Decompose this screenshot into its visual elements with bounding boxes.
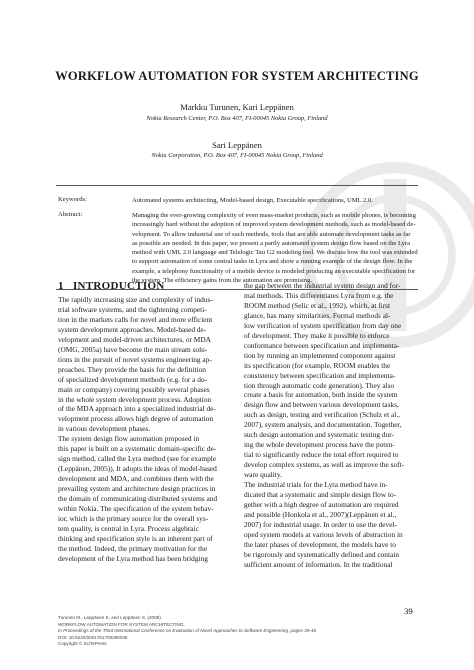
paper-title: WORKFLOW AUTOMATION FOR SYSTEM ARCHITECTING [55,69,419,83]
section-number: 1 [58,280,64,292]
body-line: of the MDA approach into a specialized industrial de- [58,404,216,414]
body-line: (OMG, 2005a) have become the main stream solu- [58,344,208,354]
footer-line: Copyright © SciTePress [58,641,107,647]
body-line: thinking and specification style is an inherent part of [58,533,213,543]
footer-line: In Proceedings of the Third International Conference on Evaluation of Novel Approaches to Software Engineering, pages 39-46 [58,628,317,634]
body-line: of development. They make it possible to enforce [244,330,390,340]
left-column [58,295,233,564]
body-line: and possible (Honkola et al., 2007)(Leppänen et al., [244,509,397,519]
author-line-1: Markku Turunen, Kari Leppänen [180,102,294,112]
body-line: prevailing system and architecture design practices in [58,484,216,494]
body-line: tion by running an implemented component against [244,350,396,360]
section-title: INTRODUCTION [72,280,165,292]
body-line: of specialized development methods (e.g. for a do- [58,374,208,384]
body-line: this paper is built on a systematic domain-specific de- [58,444,217,454]
author-line-2: Sari Leppänen [212,140,262,150]
body-line: develop complex systems, as well as improve the soft- [244,460,405,470]
body-line: dicated that a systematic and simple design flow to- [244,490,397,500]
body-line: in various development phases. [58,424,151,434]
right-column [244,281,420,570]
body-line: the later phases of development, the models have to [244,539,396,549]
section-heading [58,280,165,292]
body-line: The industrial trials for the Lyra method have in- [244,480,388,490]
body-line: tion in the markets calls for novel and more efficient [58,314,213,324]
body-line: consistency between specification and implementa- [244,370,396,380]
body-line: 2007) for industrial usage. In order to use the devel- [244,519,397,529]
body-line: the method. Indeed, the primary motivation for the [58,543,208,553]
body-line: tem quality, is central in Lyra. Process algebraic [58,523,199,533]
page-number: 39 [404,606,413,616]
body-line: its specification (for example, ROOM enables the [244,360,391,370]
abstract-line: the system. The efficiency gains from the automation are promising. [132,276,313,284]
abstract-line: to support automation of some central tasks in Lyra and show a running example of the design flow. In the [132,258,413,266]
keywords-top-rule [56,185,418,186]
body-line: gether with a high degree of automation are required [244,499,399,509]
body-line: in the whole system development process. Adoption [58,394,212,404]
body-line: low verification of system specification from day one [244,320,402,330]
keywords-text-line: Automated systems architecting, Model-based design, Executable specifications, UML 2.0. [132,197,373,204]
body-line: the domain of communicating distributed systems and [58,494,218,504]
body-line: design flow and between various development tasks, [244,400,399,410]
body-line: conformance between specification and implementa- [244,340,400,350]
affiliation-line-2: Nokia Corporation, P.O. Box 407, FI-00045 Nokia Group, Finland [151,152,323,159]
abstract-line: velopment. To allow industrial use of such methods, tools that are able automate development tasks as far [132,230,411,238]
body-line: velopment process allows high degree of automation [58,414,213,424]
body-line: development of the Lyra method has been bridging [58,553,208,563]
footer-line: DOI: 10.5220/0001761700390046 [58,634,128,640]
body-line: trial software systems, and the tightening competi- [58,304,207,314]
body-line: such as design, testing and verification (Schulz et al., [244,410,401,420]
affiliation-line-1: Nokia Research Center, P.O. Box 407, FI-00045 Nokia Group, Finland [146,115,328,122]
body-line: ROOM method (Selic et al., 1992), which, at first [244,300,391,310]
citation-footer [58,615,316,648]
body-line: ing the whole development process have the poten- [244,440,395,450]
body-line: ior, which is the primary source for the overall sys- [58,513,209,523]
keywords-text [132,196,420,205]
body-line: such design automation and systematic testing dur- [244,430,394,440]
abstract-line: Managing the ever-growing complexity of even mass-market products, such as mobile phones, is becoming [132,212,416,219]
body-line: tion through automatic code generation). They also [244,380,395,390]
body-line: sign method, called the Lyra method (see for example [58,454,217,464]
abstract-line: method with UML 2.0 language and Telelogic Tau G2 modeling tool. We discuss how the tool was extended [132,249,418,256]
abstract-body [132,211,420,285]
body-line: The system design flow automation proposed in [58,434,200,444]
body-line: create a basis for automation, both inside the system [244,390,398,400]
body-line: mal methods. This differentiates Lyra from e.g. the [244,290,394,300]
body-line: velopment and model-driven architectures, or MDA [58,334,211,344]
body-line: glance, has many similarities. Formal methods al- [244,310,391,320]
body-line: The rapidly increasing size and complexity of indus- [58,295,213,304]
body-line: within Nokia. The specification of the system behav- [58,504,214,514]
body-line: system development approaches. Model-based de- [58,324,207,334]
abstract-label: Abstract: [58,211,83,218]
keywords-label: Keywords: [58,196,87,203]
body-line: main or company) covering possibly several phases [58,384,210,394]
body-line: (Leppänen, 2005)). It adopts the ideas of model-based [58,464,217,474]
footer-line: Turunen M., Leppänen K. and Leppänen S. (2008). [58,615,163,620]
body-line: proaches. They provide the basis for the definition [58,364,206,374]
body-line: tial to significantly reduce the total effort required to [244,450,399,460]
body-line: development and MDA, and combines them with the [58,474,214,484]
body-line: ware quality. [244,470,282,480]
abstract-line: increasingly hard without the adoption of improved system development methods, such as model-based de- [132,221,416,229]
body-line: oped system models at various levels of abstraction in [244,529,403,539]
footer-line: WORKFLOW AUTOMATION FOR SYSTEM ARCHITECTING. [58,621,185,627]
body-line: 2007), system analysis, and documentation. Together, [244,420,402,430]
abstract-line: as possible are needed. In this paper, we present a partly automated system design flow based on the Lyra [132,239,411,247]
body-line: be rigorously and systematically defined and contain [244,549,399,559]
body-line: the gap between the industrial system design and for- [244,281,401,290]
body-line: sufficient amount of information. In the traditional [244,559,393,569]
abstract-line: example, a telephony functionality of a mobile device is modeled producing an executable specification for [132,267,416,275]
body-line: tions in the pursuit of novel systems engineering ap- [58,354,212,364]
